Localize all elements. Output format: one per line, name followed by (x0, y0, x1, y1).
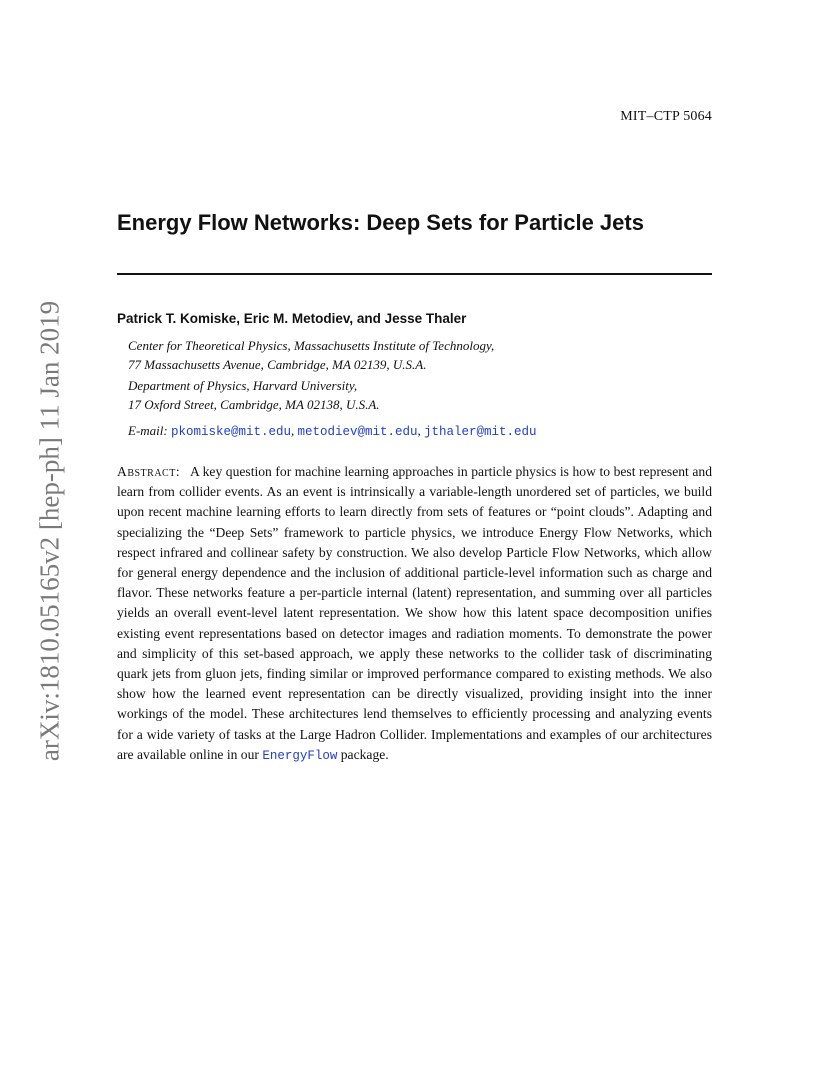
email-label: E-mail: (128, 423, 168, 438)
affiliation-mit-line2: 77 Massachusetts Avenue, Cambridge, MA 02139, U.S.A. (128, 357, 427, 372)
email-line (128, 423, 537, 439)
abstract-body: A key question for machine learning approaches in particle physics is how to best represent and learn from collider events. As an event is intrinsically a variable-length unordered set of particles, we build upon recent machine learning efforts to learn directly from sets of features or “point clouds”. Adapting and specializing the “Deep Sets” framework to particle physics, we introduce Energy Flow Networks, which respect infrared and collinear safety by construction. We also develop Particle Flow Networks, which allow for general energy dependence and the inclusion of additional particle-level information such as charge and flavor. These networks feature a per-particle internal (latent) representation, and summing over all particles yields an overall event-level latent representation. We show how this latent space decomposition unifies existing event representations based on detector images and radiation moments. To demonstrate the power and simplicity of this set-based approach, we apply these networks to the collider task of discriminating quark jets from gluon jets, finding similar or improved performance compared to existing methods. We also show how the learned event representation can be directly visualized, providing insight into the inner workings of the model. These architectures lend themselves to efficiently processing and analyzing events for a wide variety of tasks at the Large Hadron Collider. Implementations and examples of our architectures are available online in our (117, 464, 712, 762)
paper-title: Energy Flow Networks: Deep Sets for Particle Jets (117, 210, 644, 235)
author-list: Patrick T. Komiske, Eric M. Metodiev, and Jesse Thaler (117, 311, 467, 326)
abstract-ending: package. (340, 746, 389, 762)
email-separator: , (291, 423, 295, 438)
affiliation-mit-line1: Center for Theoretical Physics, Massachusetts Institute of Technology, (128, 338, 495, 353)
email-link-metodiev[interactable]: metodiev@mit.edu (297, 425, 418, 439)
energyflow-package-link[interactable]: EnergyFlow (262, 748, 338, 763)
affiliation-harvard-line1: Department of Physics, Harvard University, (128, 378, 358, 393)
email-separator: , (417, 423, 421, 438)
affiliation-mit (128, 336, 494, 374)
email-link-thaler[interactable]: jthaler@mit.edu (424, 425, 537, 439)
affiliation-harvard (128, 376, 380, 414)
report-number: MIT–CTP 5064 (620, 109, 712, 124)
title-rule (117, 273, 712, 275)
affiliation-harvard-line2: 17 Oxford Street, Cambridge, MA 02138, U.S.A. (128, 397, 380, 412)
email-link-komiske[interactable]: pkomiske@mit.edu (170, 425, 291, 439)
abstract-label: Abstract: (117, 464, 181, 479)
abstract (117, 462, 712, 766)
arxiv-identifier-stamp: arXiv:1810.05165v2 [hep-ph] 11 Jan 2019 (34, 300, 65, 762)
